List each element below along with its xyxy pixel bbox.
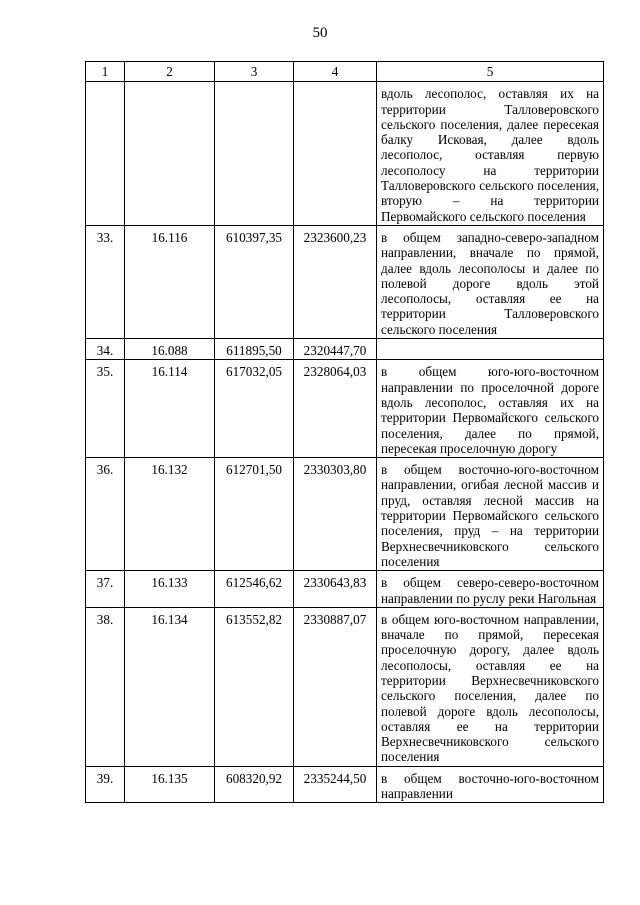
x-coordinate: 612546,62	[215, 571, 294, 608]
row-number: 38.	[86, 607, 125, 766]
boundary-description: в общем восточно-юго-восточном направлении, огибая лесной массив и пруд, оставляя лесной массив на территории Первомайского сельского поселения, пруд – на территории Верхнесвечниковского сельского поселения	[377, 458, 604, 571]
y-coordinate	[294, 82, 377, 226]
table-row	[86, 360, 604, 458]
y-coordinate: 2330643,83	[294, 571, 377, 608]
boundary-description: в общем северо-северо-восточном направлении по руслу реки Нагольная	[377, 571, 604, 608]
point-id: 16.135	[125, 766, 215, 803]
row-number	[86, 82, 125, 226]
y-coordinate: 2320447,70	[294, 339, 377, 360]
header-cell: 1	[86, 62, 125, 82]
table-row	[86, 225, 604, 338]
table-row	[86, 571, 604, 608]
row-number: 33.	[86, 225, 125, 338]
point-id: 16.114	[125, 360, 215, 458]
row-number: 34.	[86, 339, 125, 360]
boundary-description: в общем юго-восточном направлении, вначале по прямой, пересекая проселочную дорогу, далее вдоль лесополосы, оставляя ее на территории Верхнесвечниковского сельского поселения, далее по полевой дороге вдоль лесополосы, оставляя ее на территории Верхнесвечниковского сельского поселения	[377, 607, 604, 766]
x-coordinate	[215, 82, 294, 226]
row-number: 36.	[86, 458, 125, 571]
x-coordinate: 617032,05	[215, 360, 294, 458]
x-coordinate: 612701,50	[215, 458, 294, 571]
header-cell: 3	[215, 62, 294, 82]
y-coordinate: 2328064,03	[294, 360, 377, 458]
y-coordinate: 2330303,80	[294, 458, 377, 571]
table-header-row	[86, 62, 604, 82]
page-number: 50	[312, 25, 328, 41]
point-id	[125, 82, 215, 226]
boundary-table	[85, 61, 604, 803]
x-coordinate: 610397,35	[215, 225, 294, 338]
point-id: 16.088	[125, 339, 215, 360]
boundary-description: в общем восточно-юго-восточном направлении	[377, 766, 604, 803]
y-coordinate: 2335244,50	[294, 766, 377, 803]
x-coordinate: 613552,82	[215, 607, 294, 766]
header-cell: 4	[294, 62, 377, 82]
row-number: 37.	[86, 571, 125, 608]
boundary-description: вдоль лесополос, оставляя их на территории Талловеровского сельского поселения, далее пересекая балку Исковая, далее вдоль лесополос, оставляя первую лесополосу на территории Талловеровского сельского поселения, вторую – на территории Первомайского сельского поселения	[377, 82, 604, 226]
point-id: 16.116	[125, 225, 215, 338]
boundary-description: в общем юго-юго-восточном направлении по проселочной дороге вдоль лесополос, оставляя их на территории Первомайского сельского поселения, далее по прямой, пересекая проселочную дорогу	[377, 360, 604, 458]
header-cell: 2	[125, 62, 215, 82]
point-id: 16.134	[125, 607, 215, 766]
boundary-description	[377, 339, 604, 360]
table-row	[86, 339, 604, 360]
x-coordinate: 611895,50	[215, 339, 294, 360]
row-number: 39.	[86, 766, 125, 803]
header-cell: 5	[377, 62, 604, 82]
boundary-description: в общем западно-северо-западном направлении, вначале по прямой, далее вдоль лесополосы и далее по полевой дороге вдоль этой лесополосы, оставляя ее на территории Талловеровского сельского поселения	[377, 225, 604, 338]
y-coordinate: 2330887,07	[294, 607, 377, 766]
point-id: 16.133	[125, 571, 215, 608]
row-number: 35.	[86, 360, 125, 458]
table-row	[86, 766, 604, 803]
point-id: 16.132	[125, 458, 215, 571]
y-coordinate: 2323600,23	[294, 225, 377, 338]
table-row	[86, 607, 604, 766]
table-row	[86, 82, 604, 226]
table-row	[86, 458, 604, 571]
x-coordinate: 608320,92	[215, 766, 294, 803]
